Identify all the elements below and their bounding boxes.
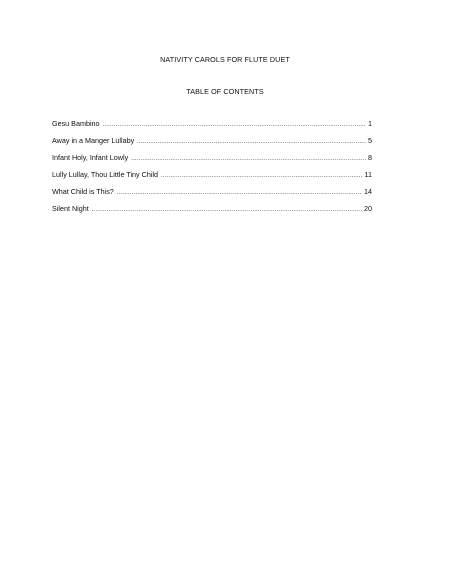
toc-entry-gesu-bambino	[52, 119, 372, 136]
toc-entry-page: 11	[364, 170, 372, 179]
dot-leader	[161, 173, 363, 179]
toc-entry-title: Gesu Bambino	[52, 119, 100, 128]
toc-entry-what-child-is-this	[52, 187, 372, 204]
toc-entry-lully-lullay	[52, 170, 372, 187]
toc-entry-page: 14	[364, 187, 372, 196]
toc-entry-title: Away in a Manger Lullaby	[52, 136, 135, 145]
toc-entry-silent-night	[52, 204, 372, 221]
toc-heading: TABLE OF CONTENTS	[186, 87, 264, 96]
dot-leader	[131, 156, 366, 162]
toc-entry-page: 1	[368, 119, 372, 128]
toc-entry-title: What Child is This?	[52, 187, 114, 196]
dot-leader	[137, 139, 366, 145]
document-title: NATIVITY CAROLS FOR FLUTE DUET	[160, 55, 290, 64]
toc-entry-page: 5	[368, 136, 372, 145]
table-of-contents	[52, 119, 372, 221]
dot-leader	[92, 207, 362, 213]
toc-entry-title: Silent Night	[52, 204, 89, 213]
toc-entry-away-in-a-manger	[52, 136, 372, 153]
toc-entry-title: Lully Lullay, Thou Little Tiny Child	[52, 170, 159, 179]
toc-entry-page: 20	[364, 204, 372, 213]
toc-entry-page: 8	[368, 153, 372, 162]
toc-entry-infant-holy	[52, 153, 372, 170]
dot-leader	[103, 122, 366, 128]
dot-leader	[117, 190, 362, 196]
toc-entry-title: Infant Holy, Infant Lowly	[52, 153, 129, 162]
